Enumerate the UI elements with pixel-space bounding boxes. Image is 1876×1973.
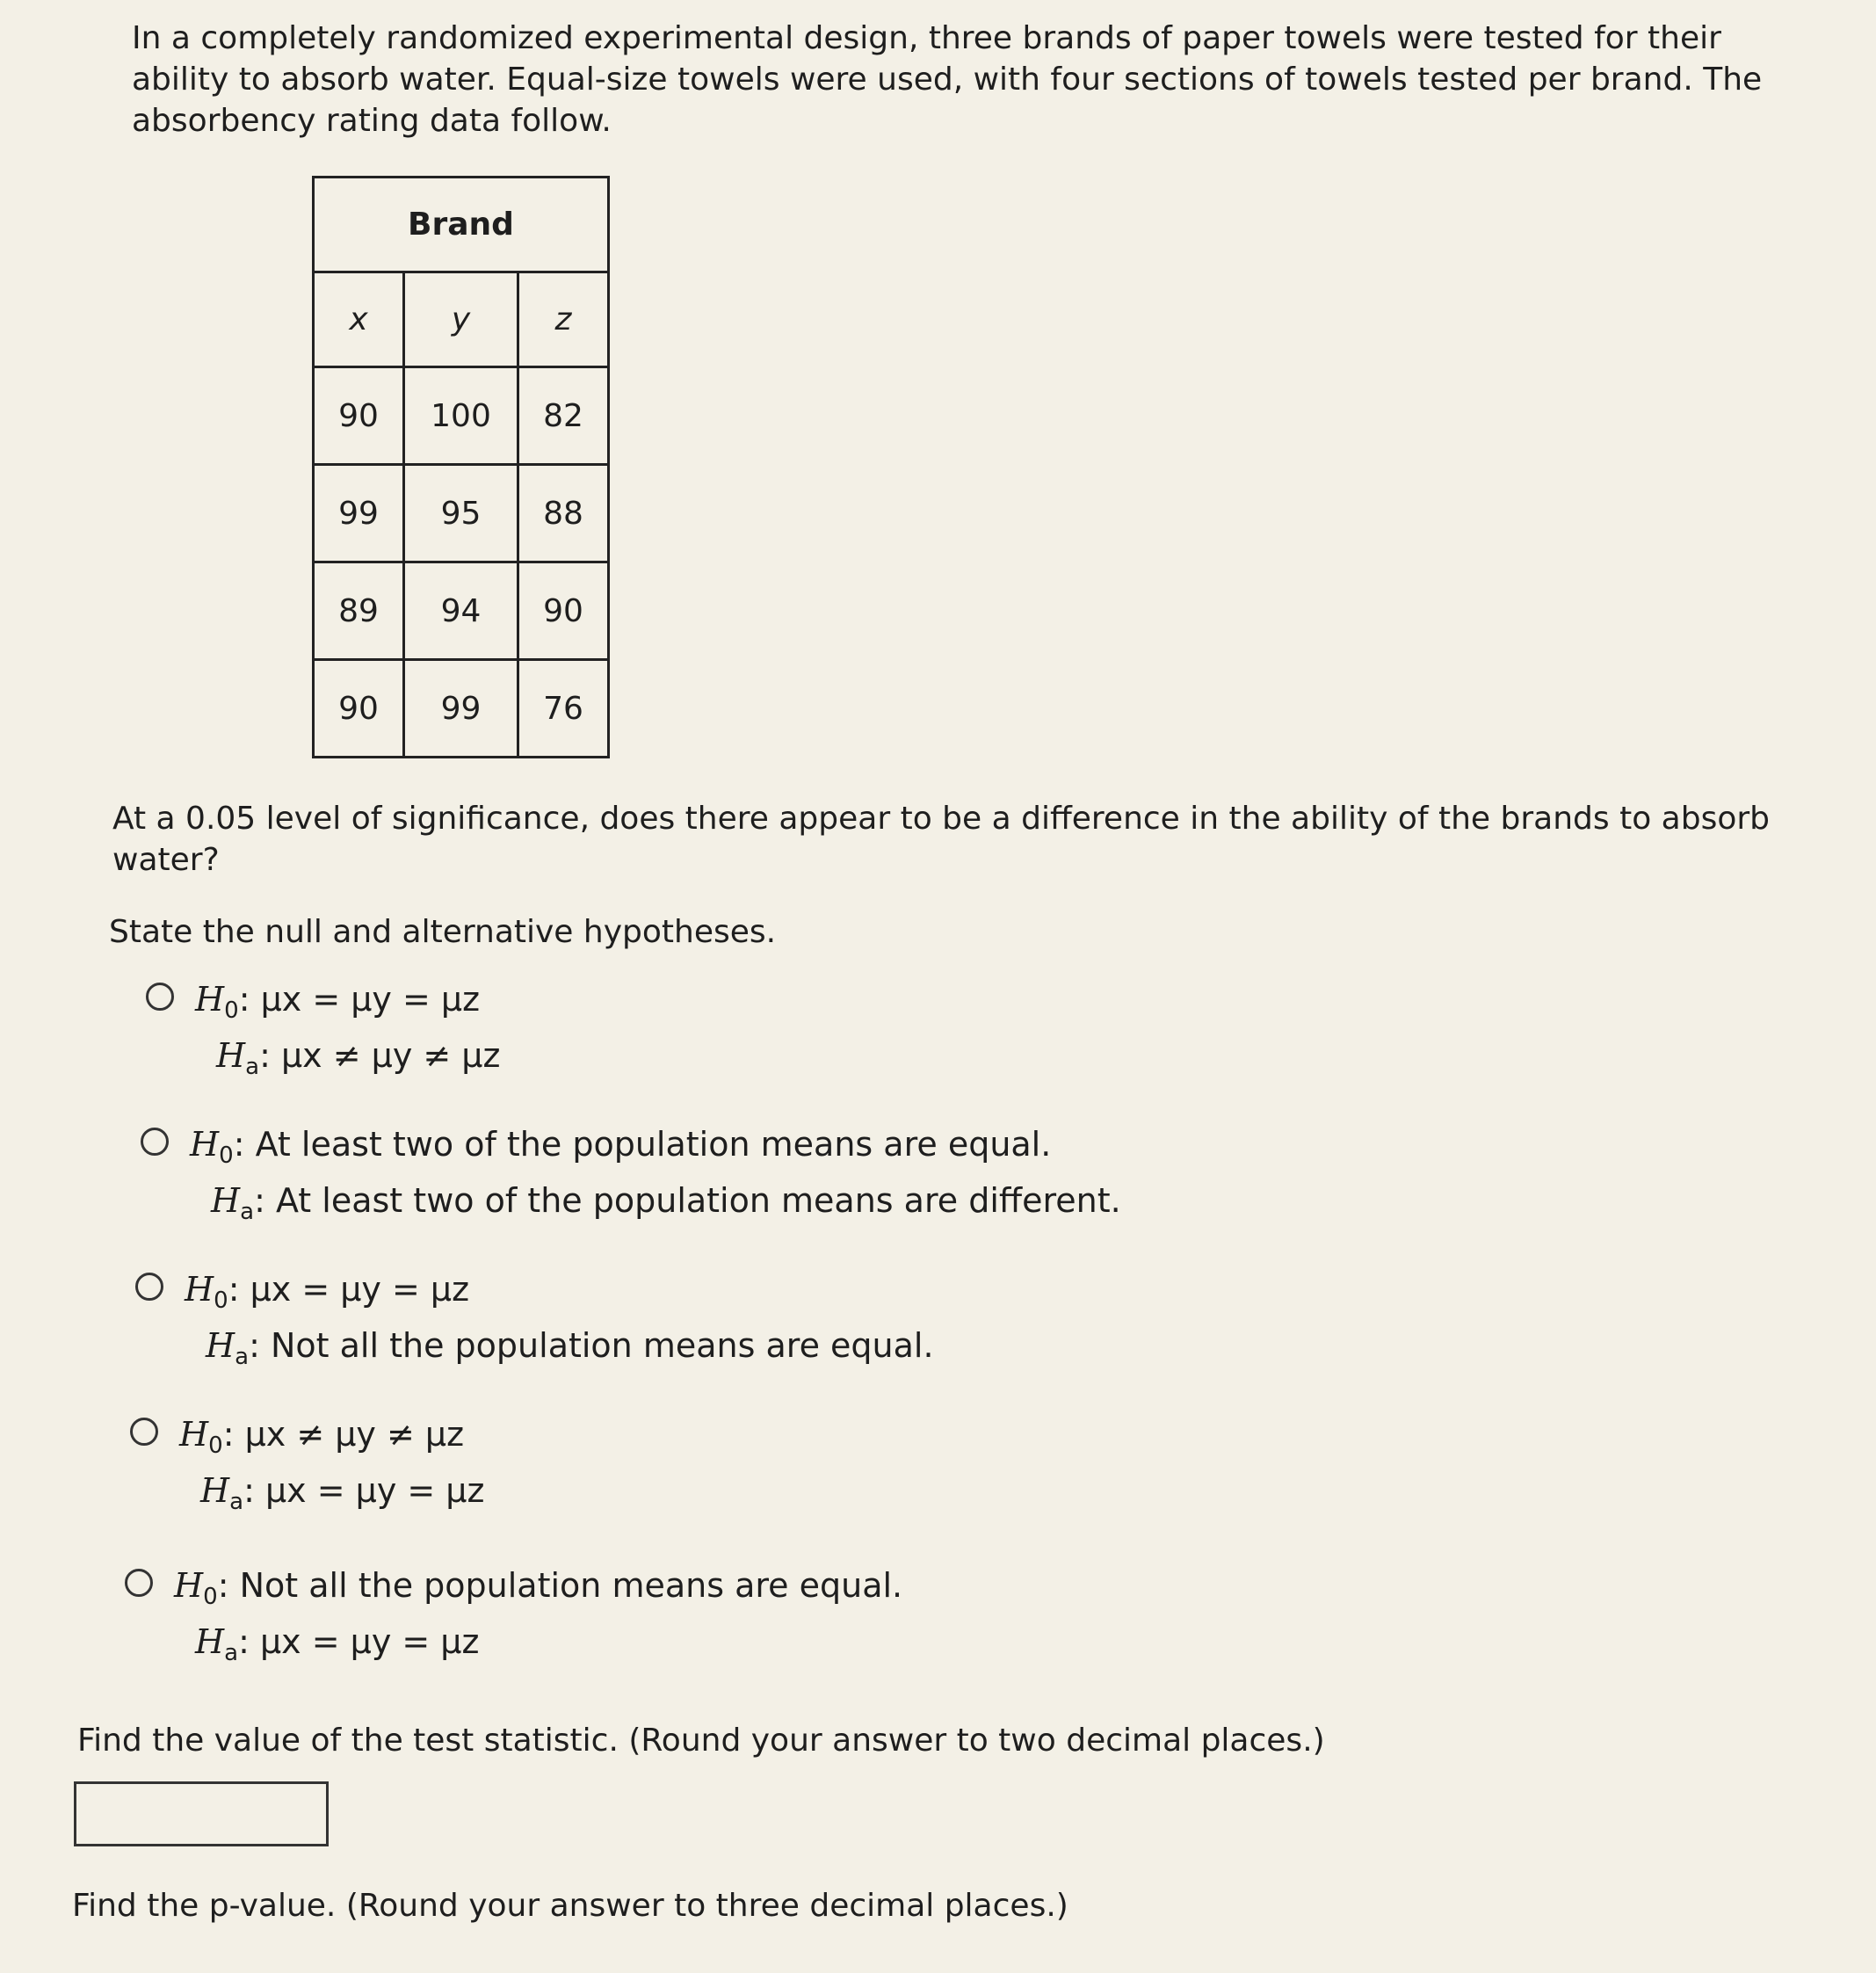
table-cell: 95 bbox=[404, 465, 518, 562]
hypotheses-prompt: State the null and alternative hypotheses. bbox=[109, 914, 777, 950]
radio-button[interactable] bbox=[125, 1569, 153, 1597]
table-cell: 88 bbox=[518, 465, 609, 562]
alternative-hypothesis: $H_a$: μx = μy = μz bbox=[200, 1471, 485, 1515]
table-cell: 76 bbox=[518, 660, 609, 758]
problem-intro: In a completely randomized experimental design, three brands of paper towels were tested for their ability to absorb water. Equal-size towels were used, with four sections of towels tested per brand. The absorbency rating data follow. bbox=[132, 20, 1763, 139]
p-value-prompt: Find the p-value. (Round your answer to three decimal places.) bbox=[72, 1888, 1068, 1924]
table-cell: 90 bbox=[314, 367, 404, 465]
table-cell: 89 bbox=[314, 562, 404, 660]
test-statistic-input[interactable] bbox=[74, 1781, 329, 1846]
absorbency-table bbox=[312, 176, 610, 758]
null-hypothesis: $H_0$: μx ≠ μy ≠ μz bbox=[179, 1415, 465, 1459]
column-header-y: y bbox=[404, 272, 518, 367]
table-cell: 82 bbox=[518, 367, 609, 465]
table-row bbox=[314, 367, 609, 465]
column-header-x: x bbox=[314, 272, 404, 367]
radio-button[interactable] bbox=[135, 1273, 163, 1301]
table-cell: 90 bbox=[518, 562, 609, 660]
column-header-z: z bbox=[518, 272, 609, 367]
table-cell: 94 bbox=[404, 562, 518, 660]
alternative-hypothesis: $H_a$: At least two of the population means are different. bbox=[211, 1181, 1121, 1225]
table-row bbox=[314, 465, 609, 562]
table-cell: 99 bbox=[314, 465, 404, 562]
table-row bbox=[314, 660, 609, 758]
table-header-brand: Brand bbox=[314, 178, 609, 272]
radio-button[interactable] bbox=[141, 1128, 169, 1156]
table-row bbox=[314, 562, 609, 660]
radio-button[interactable] bbox=[130, 1418, 158, 1446]
radio-button[interactable] bbox=[146, 983, 174, 1011]
null-hypothesis: $H_0$: μx = μy = μz bbox=[185, 1270, 470, 1314]
null-hypothesis: $H_0$: Not all the population means are equal. bbox=[174, 1566, 903, 1610]
alternative-hypothesis: $H_a$: μx ≠ μy ≠ μz bbox=[216, 1036, 501, 1080]
table-cell: 100 bbox=[404, 367, 518, 465]
significance-question: At a 0.05 level of significance, does there appear to be a difference in the ability of the brands to absorb water? bbox=[112, 801, 1771, 878]
alternative-hypothesis: $H_a$: Not all the population means are equal. bbox=[206, 1326, 934, 1370]
alternative-hypothesis: $H_a$: μx = μy = μz bbox=[195, 1622, 480, 1666]
table-cell: 90 bbox=[314, 660, 404, 758]
null-hypothesis: $H_0$: At least two of the population means are equal. bbox=[190, 1125, 1052, 1169]
test-statistic-prompt: Find the value of the test statistic. (Round your answer to two decimal places.) bbox=[77, 1723, 1325, 1759]
null-hypothesis: $H_0$: μx = μy = μz bbox=[195, 980, 481, 1024]
table-cell: 99 bbox=[404, 660, 518, 758]
